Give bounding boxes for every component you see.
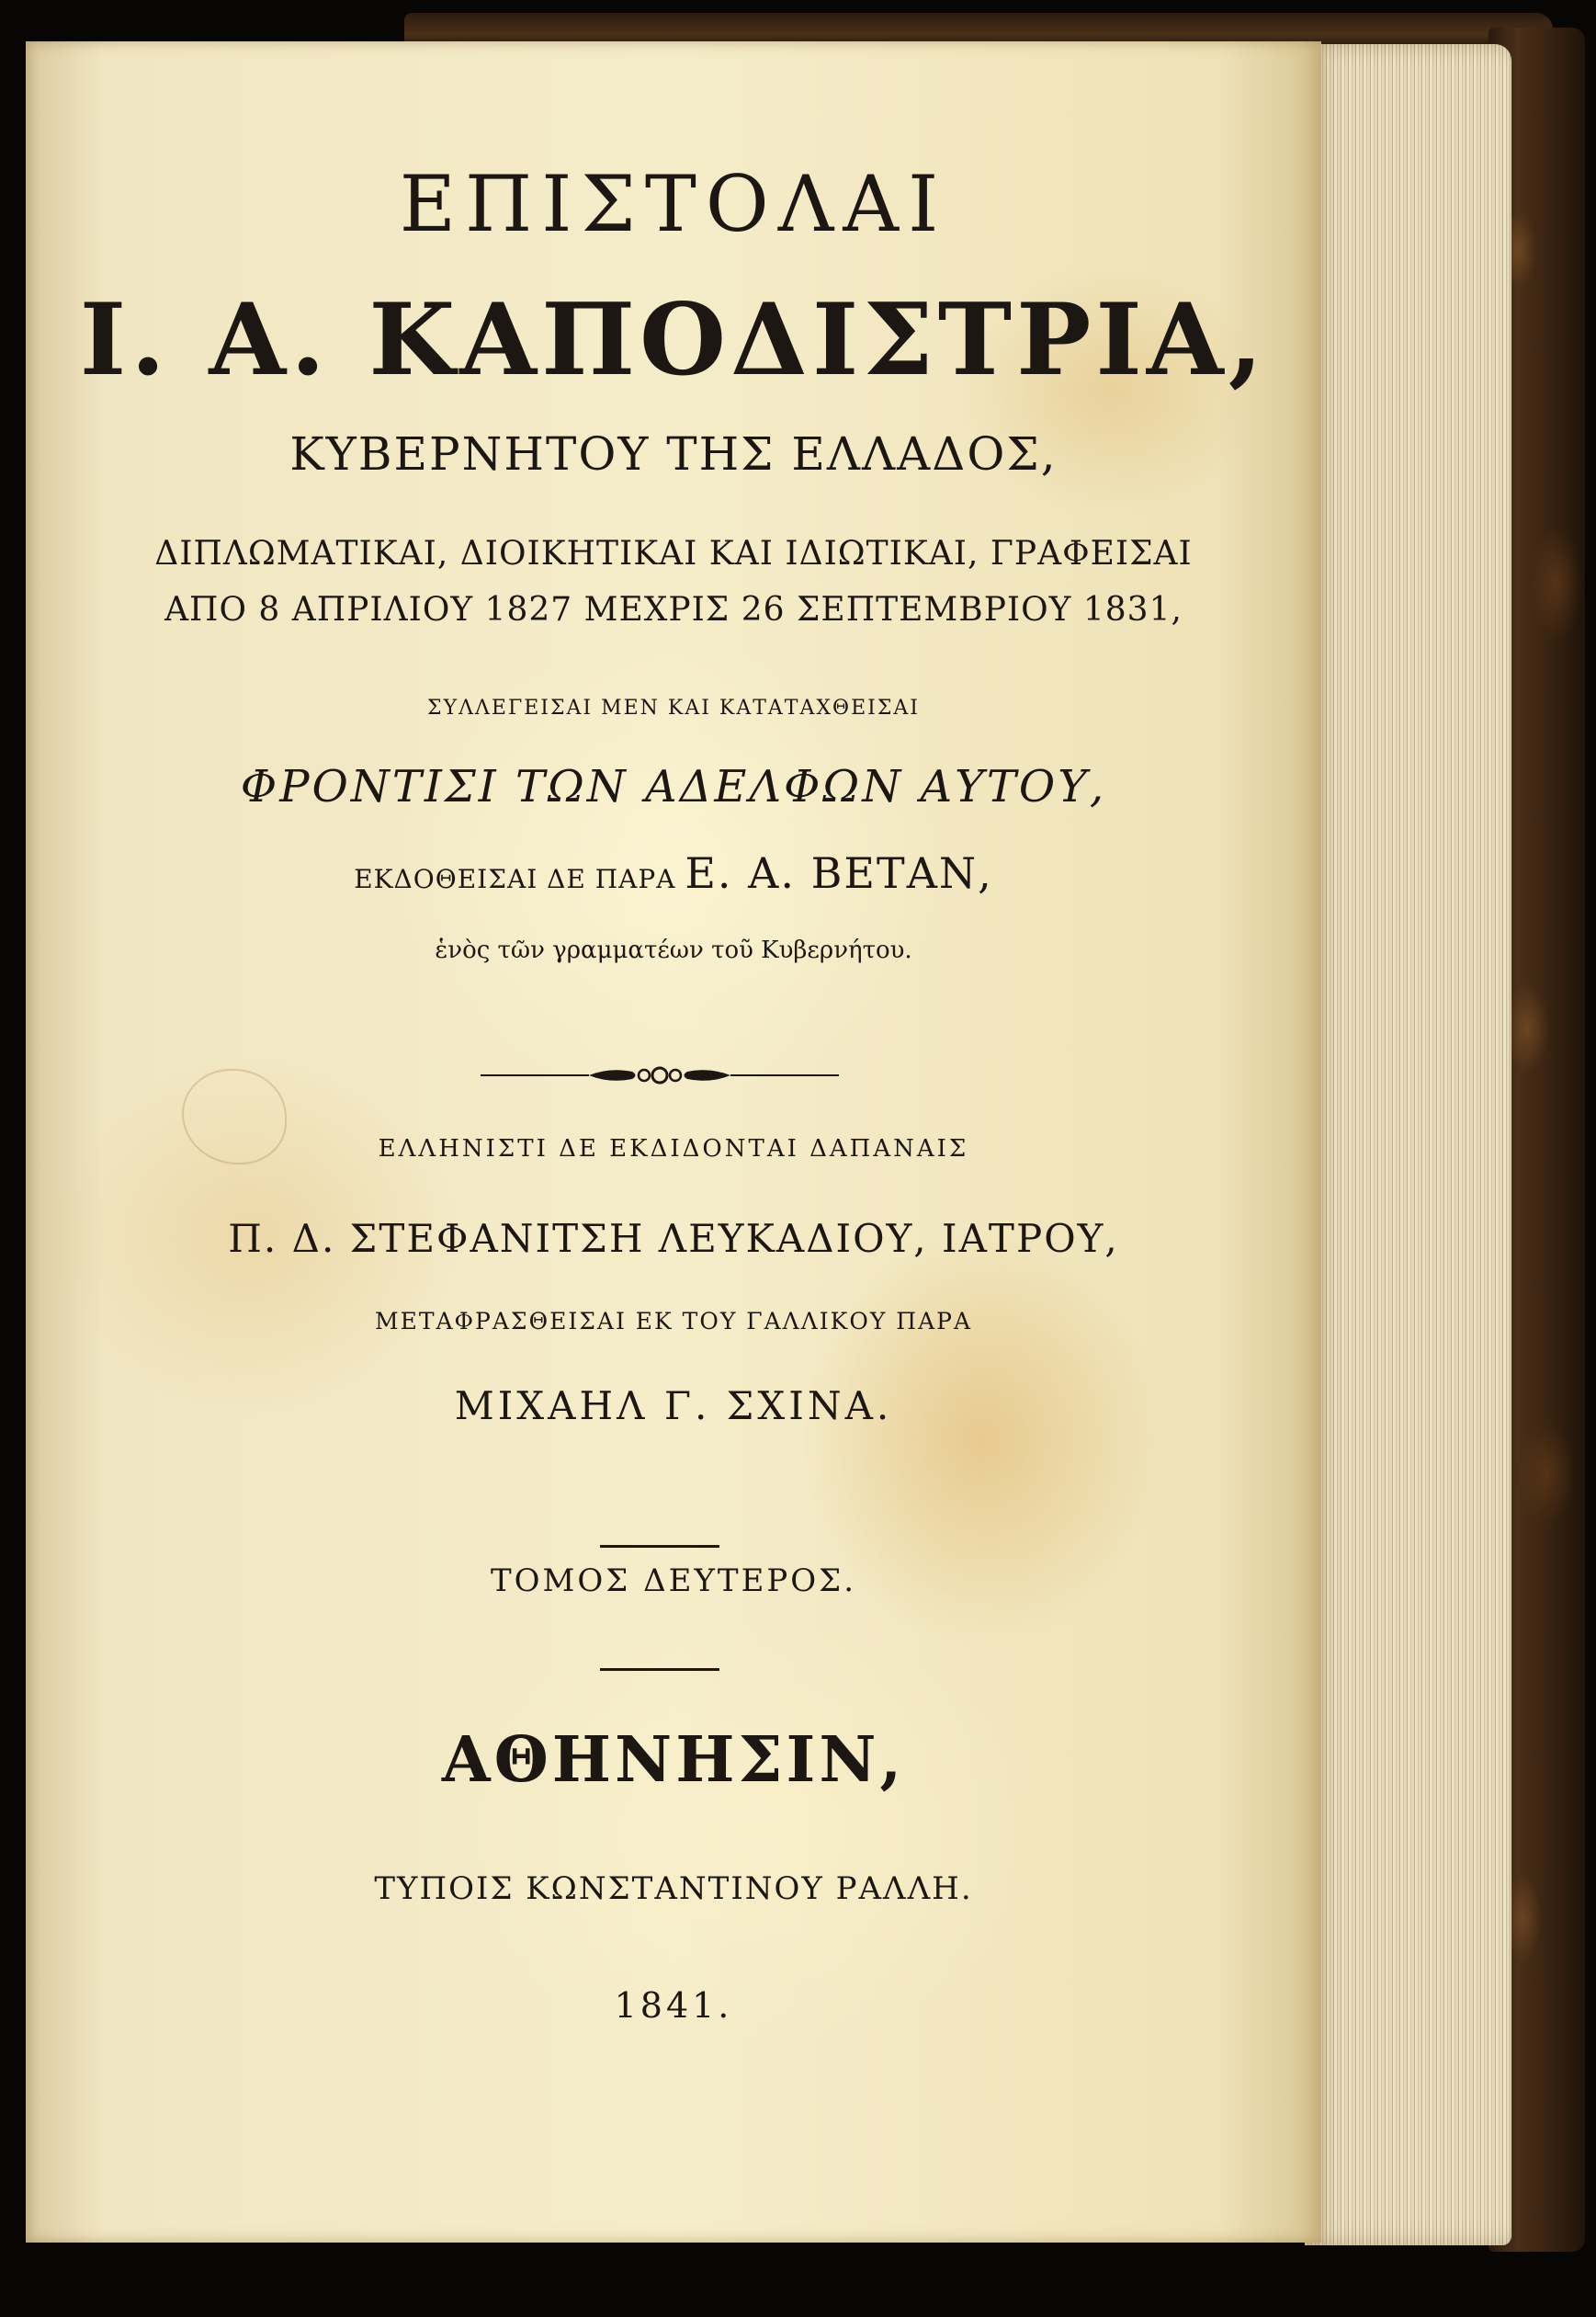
- subtitle-line-2: ΑΠΟ 8 ΑΠΡΙΛΙΟΥ 1827 ΜΕΧΡΙΣ 26 ΣΕΠΤΕΜΒΡΙΟΥ 1831,: [164, 591, 1183, 629]
- book-title: ΕΠΙΣΤΟΛΑΙ: [399, 159, 948, 249]
- printer-line: ΤΥΠΟΙΣ ΚΩΝΣΤΑΝΤΙΝΟΥ ΡΑΛΛΗ.: [374, 1870, 973, 1907]
- editor-role: ἑνὸς τῶν γραμματέων τοῦ Κυβερνήτου.: [435, 937, 912, 964]
- translation-note: ΜΕΤΑΦΡΑΣΘΕΙΣΑΙ ΕΚ ΤΟΥ ΓΑΛΛΙΚΟΥ ΠΑΡΑ: [374, 1308, 973, 1335]
- author-name: Ι. Α. ΚΑΠΟΔΙΣΤΡΙΑ,: [79, 282, 1268, 398]
- sponsor-name: Π. Δ. ΣΤΕΦΑΝΙΤΣΗ ΛΕΥΚΑΔΙΟΥ, ΙΑΤΡΟΥ,: [228, 1216, 1119, 1261]
- ornamental-divider: [481, 1060, 839, 1091]
- editor-name: Ε. Α. ΒΕΤΑΝ,: [685, 848, 993, 898]
- care-of-line: ΦΡΟΝΤΙΣΙ ΤΩΝ ΑΔΕΛΦΩΝ ΑΥΤΟΥ,: [240, 761, 1107, 812]
- volume-label: ΤΟΜΟΣ ΔΕΥΤΕΡΟΣ.: [491, 1562, 856, 1599]
- translator-name: ΜΙΧΑΗΛ Γ. ΣΧΙΝΑ.: [454, 1383, 893, 1428]
- rule-above-volume: [600, 1545, 719, 1548]
- rule-below-volume: [600, 1668, 719, 1671]
- author-role: ΚΥΒΕΡΝΗΤΟΥ ΤΗΣ ΕΛΛΑΔΟΣ,: [289, 427, 1058, 481]
- collected-note: ΣΥΛΛΕΓΕΙΣΑΙ ΜΕΝ ΚΑΙ ΚΑΤΑΤΑΧΘΕΙΣΑΙ: [427, 697, 920, 720]
- edited-prefix: ΕΚΔΟΘΕΙΣΑΙ ΔΕ ΠΑΡΑ: [354, 864, 676, 894]
- publication-year: 1841.: [614, 1985, 733, 2026]
- editor-line: [26, 848, 1321, 898]
- publication-place: ΑΘΗΝΗΣΙΝ,: [441, 1723, 906, 1797]
- greek-edition-note: ΕΛΛΗΝΙΣΤΙ ΔΕ ΕΚΔΙΔΟΝΤΑΙ ΔΑΠΑΝΑΙΣ: [378, 1135, 969, 1163]
- page-edges: [1305, 44, 1511, 2245]
- subtitle-line-1: ΔΙΠΛΩΜΑΤΙΚΑΙ, ΔΙΟΙΚΗΤΙΚΑΙ ΚΑΙ ΙΔΙΩΤΙΚΑΙ, ΓΡΑΦΕΙΣΑΙ: [154, 535, 1193, 573]
- title-page: [26, 41, 1321, 2243]
